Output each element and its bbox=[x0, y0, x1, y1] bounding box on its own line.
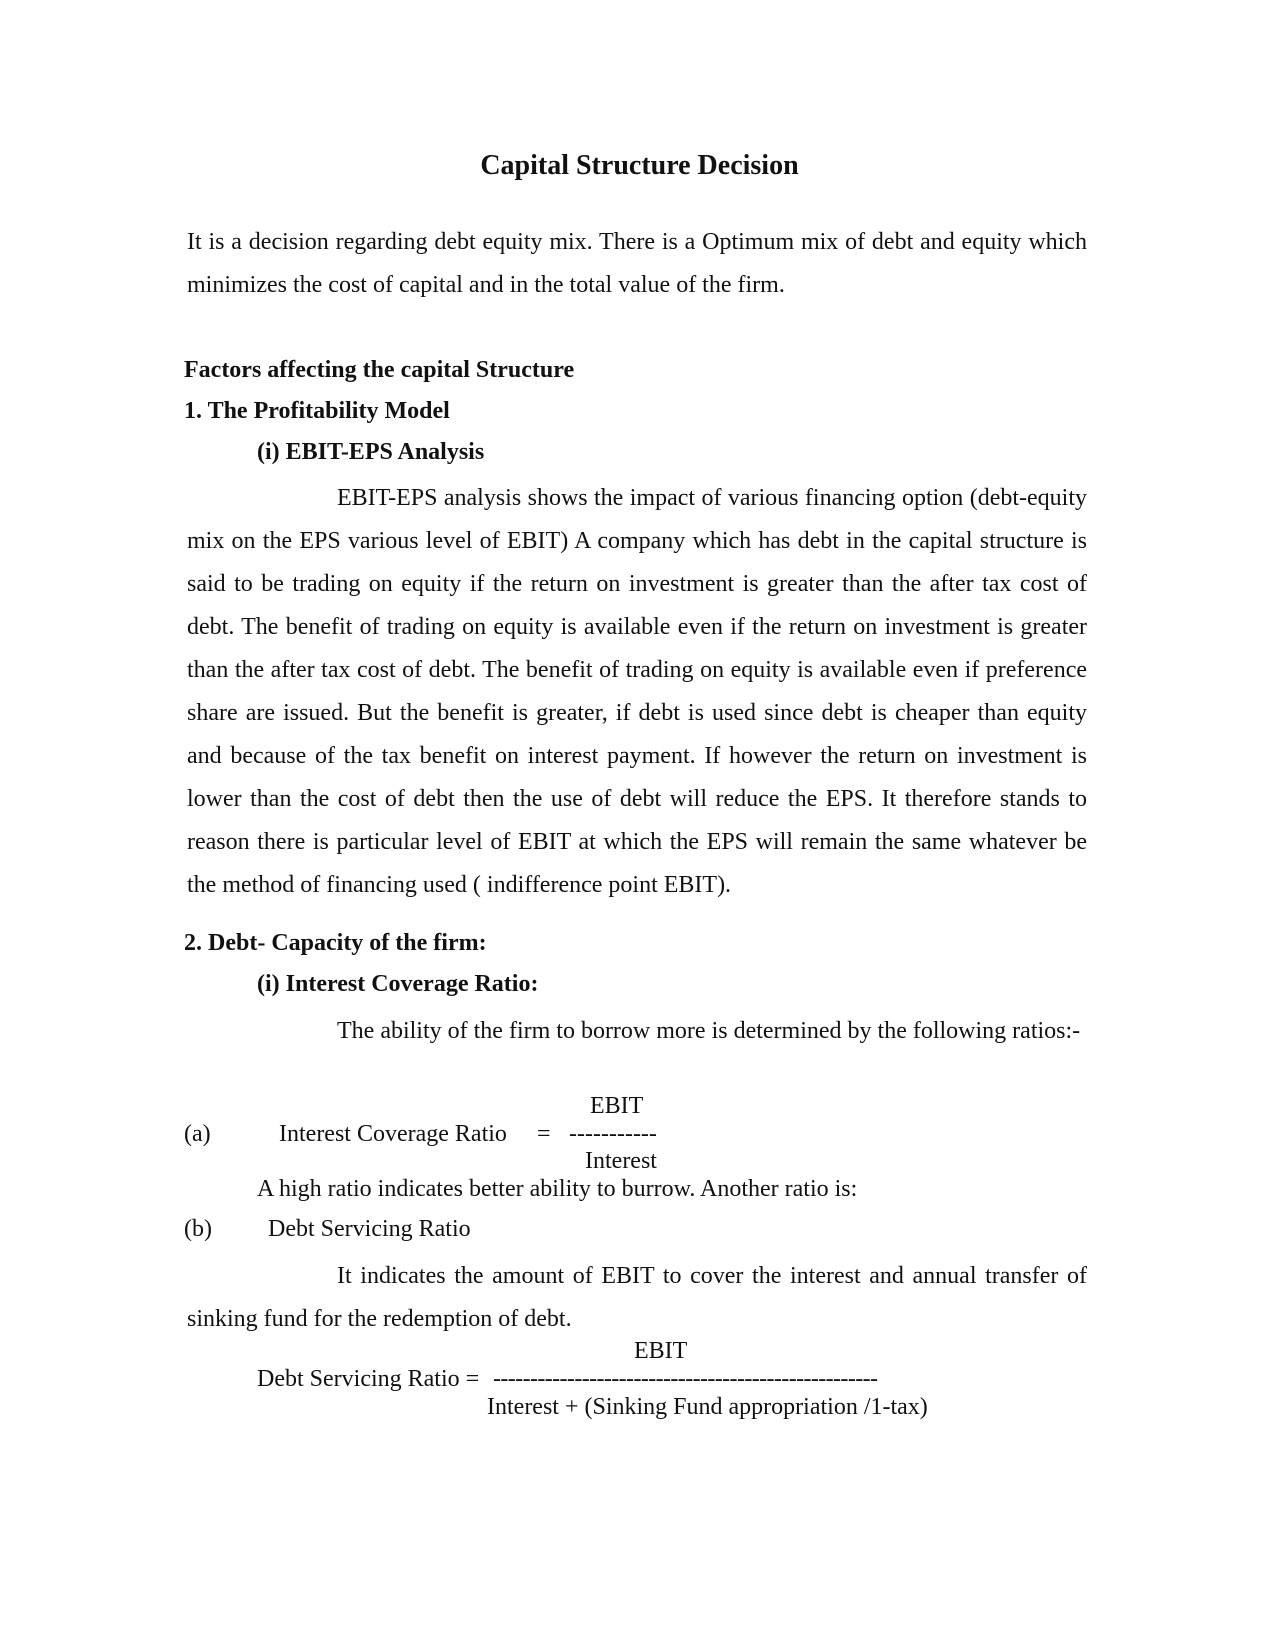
body-b: It indicates the amount of EBIT to cover the interest and annual transfer of sinking fund for the redemption of debt. bbox=[187, 1263, 1087, 1332]
note-a: A high ratio indicates better ability to burrow. Another ratio is: bbox=[257, 1176, 858, 1202]
formula-b-label: Debt Servicing Ratio = bbox=[257, 1366, 480, 1392]
page-title: Capital Structure Decision bbox=[480, 150, 799, 181]
formula-a-denominator: Interest bbox=[585, 1148, 657, 1174]
formula-b-divider: ---------------------------------------------------- bbox=[493, 1366, 878, 1392]
section1-body: EBIT-EPS analysis shows the impact of various financing option (debt-equity mix on the EPS various level of EBIT) A company which has debt in the capital structure is said to be trading on equity if the return on investment is greater than the after tax cost of debt. The benefit of trading on equity is available even if the return on investment is greater than the after tax cost of debt. The benefit of trading on equity is available even if preference share are issued. But the benefit is greater, if debt is used since debt is cheaper than equity and because of the tax benefit on interest payment. If however the return on investment is lower than the cost of debt then the use of debt will reduce the EPS. It therefore stands to reason there is particular level of EBIT at which the EPS will remain the same whatever be the method of financing used ( indifference point EBIT). bbox=[187, 485, 1087, 898]
section2-heading: 2. Debt- Capacity of the firm: bbox=[184, 930, 487, 956]
formula-b-numerator: EBIT bbox=[634, 1338, 688, 1364]
item-b-marker: (b) bbox=[184, 1216, 212, 1242]
formula-a-equals: = bbox=[537, 1121, 551, 1147]
section1-subheading: (i) EBIT-EPS Analysis bbox=[257, 439, 485, 465]
intro-paragraph: It is a decision regarding debt equity mix. There is a Optimum mix of debt and equity which minimizes the cost of capital and in the total value of the firm. bbox=[187, 229, 1087, 298]
section1-heading: 1. The Profitability Model bbox=[184, 398, 450, 424]
factors-heading: Factors affecting the capital Structure bbox=[184, 357, 575, 383]
formula-a-numerator: EBIT bbox=[590, 1093, 644, 1119]
item-b-label: Debt Servicing Ratio bbox=[268, 1216, 471, 1242]
formula-a-label: Interest Coverage Ratio bbox=[279, 1121, 507, 1147]
formula-a-divider: ----------- bbox=[569, 1121, 657, 1147]
formula-b-denominator: Interest + (Sinking Fund appropriation /1-tax) bbox=[487, 1394, 928, 1420]
section2-subheading: (i) Interest Coverage Ratio: bbox=[257, 971, 539, 997]
formula-a-marker: (a) bbox=[184, 1121, 211, 1147]
section2-body: The ability of the firm to borrow more is determined by the following ratios:- bbox=[337, 1018, 1081, 1044]
